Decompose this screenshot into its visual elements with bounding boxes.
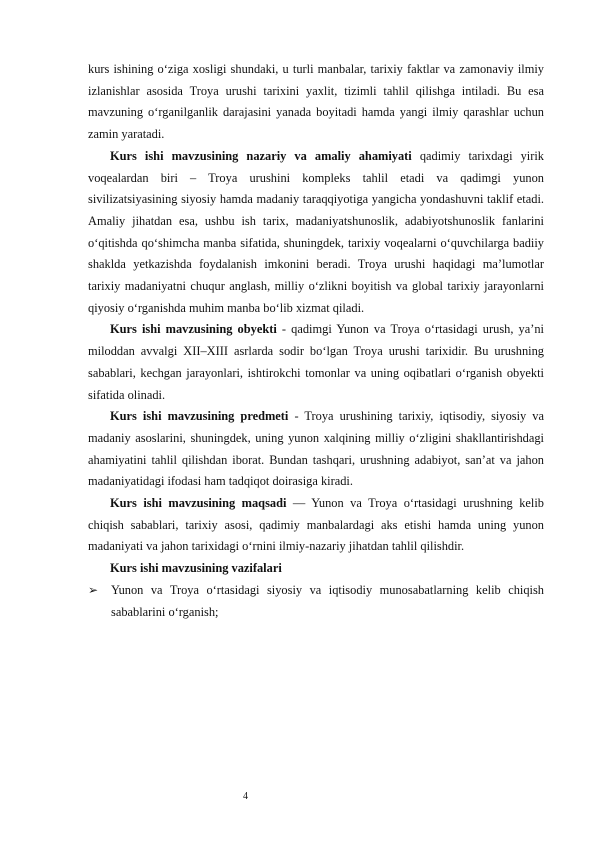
goal-heading: Kurs ishi mavzusining maqsadi — [110, 496, 287, 511]
significance-heading: Kurs ishi mavzusining nazariy va amaliy ahamiyati — [110, 148, 412, 163]
list-item-text: Yunon va Troya o‘rtasidagi siyosiy va iqtisodiy munosabatlarning kelib chiqish sabablarini o‘rganish; — [111, 582, 544, 619]
object-text: - qadimgi Yunon va Troya o‘rtasidagi urush, ya’ni miloddan avvalgi XII–XIII asrlarda sodir bo‘lgan Troya urushi tarixidir. Bu urushning sabablari, kechgan jarayonlari, ishtirokchi tomonlar va uning oqibatlari o‘rganish obyekti sifatida olinadi. — [88, 322, 545, 402]
tasks-heading: Kurs ishi mavzusining vazifalari — [110, 561, 282, 576]
list-item — [88, 580, 544, 623]
significance-text: qadimiy tarixdagi yirik voqealardan biri – Troya urushini kompleks tahlil etadi va qadimgi yunon sivilizatsiyasining siyosiy hamda madaniy taraqqiyotiga yangicha yondashuvni taklif etadi. Amaliy jihatdan esa, ushbu ish tarix, madaniyatshunoslik, adabiyotshunoslik fanlarini o‘qitishda qo‘shimcha manba sifatida, shuningdek, tarixiy voqealarni o‘quvchilarga badiiy shaklda yetkazishda foydalanish imkonini beradi. Troya urushi haqidagi ma’lumotlar tarixiy madaniyatni chuqur anglash, milliy o‘zlikni boyitish va global tarixiy jarayonlarni qiyosiy o‘rganishda muhim manba bo‘lib xizmat qiladi. — [88, 148, 544, 315]
paragraph-subject — [88, 406, 544, 493]
document-page — [88, 59, 544, 623]
subject-heading: Kurs ishi mavzusining predmeti — [110, 409, 289, 424]
arrow-bullet-icon: ➢ — [88, 582, 99, 597]
paragraph-tasks-heading — [88, 558, 544, 580]
object-heading: Kurs ishi mavzusining obyekti — [110, 322, 277, 337]
paragraph-goal — [88, 493, 544, 558]
paragraph-object — [88, 319, 544, 406]
page-number: 4 — [243, 791, 248, 802]
paragraph-intro: kurs ishining o‘ziga xosligi shundaki, u turli manbalar, tarixiy faktlar va zamonaviy ilmiy izlanishlar asosida Troya urushi tarixini yaxlit, tizimli tahlil qilishga intiladi. Bu esa mavzuning o‘rganilganlik darajasini yanada boyitadi hamda yangi ilmiy qarashlar uchun zamin yaratadi. — [88, 62, 544, 142]
goal-text: — Yunon va Troya o‘rtasidagi urushning kelib chiqish sabablari, tarixiy asosi, qadimiy manbalardagi aks etishi hamda uning yunon madaniyati va jahon tarixidagi o‘rnini ilmiy-nazariy jihatdan tahlil qilishdir. — [88, 496, 544, 554]
subject-text: - Troya urushining tarixiy, iqtisodiy, siyosiy va madaniy asoslarini, shuningdek, uning yunon xalqining milliy o‘zligini shakllantirishdagi ahamiyatini tahlil qilishdan iborat. Bundan tashqari, urushning adabiyot, san’at va jahon madaniyatidagi ifodasi ham tadqiqot doirasiga kiradi. — [88, 409, 544, 489]
paragraph-significance — [88, 146, 544, 320]
